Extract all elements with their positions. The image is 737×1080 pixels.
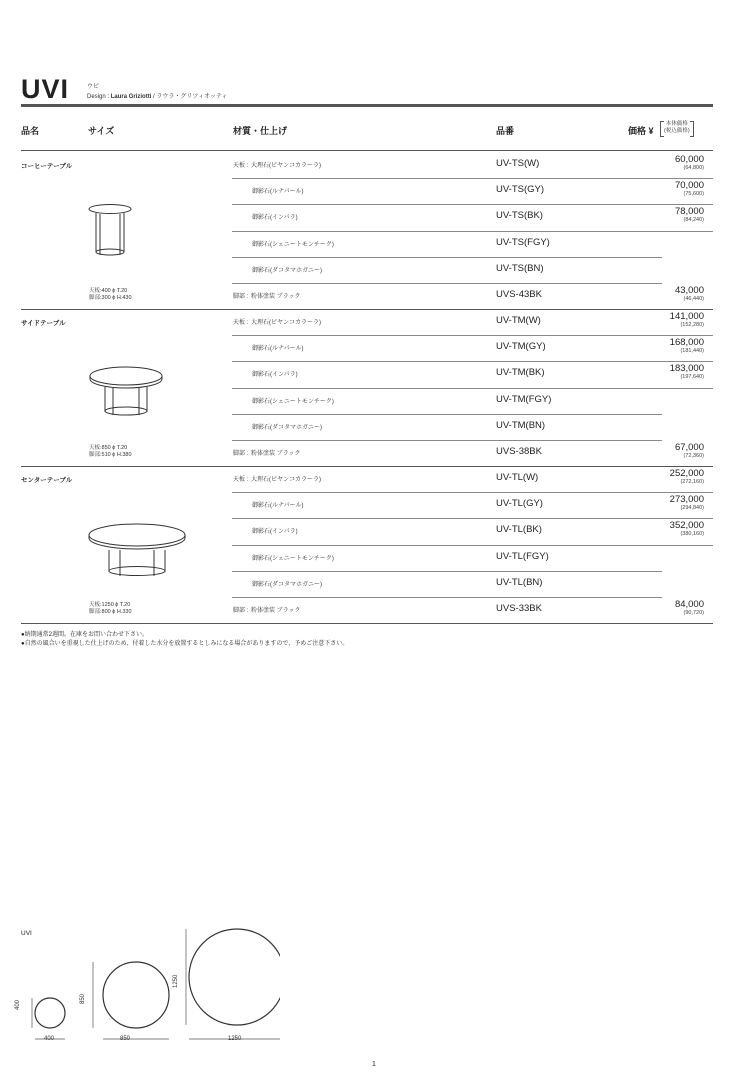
designer-name: Laura Griziotti	[110, 94, 152, 100]
row-rule	[232, 597, 662, 598]
price-value: 70,000	[674, 180, 704, 192]
product-code: UV-TL(W)	[496, 472, 539, 483]
dim-small-horizontal: 400	[44, 1036, 55, 1042]
price-note-line2: (税込価格)	[664, 128, 690, 134]
price-value: 84,000	[674, 599, 704, 610]
price-value: 352,000	[669, 520, 704, 532]
price-with-tax: (75,600)	[683, 191, 704, 198]
product-code: UV-TM(GY)	[496, 341, 546, 353]
side-table-illustration	[86, 360, 166, 420]
price-value: 168,000	[669, 337, 704, 349]
header-price: 価格 ¥	[628, 126, 654, 136]
row-rule	[232, 231, 713, 232]
dims-leg: 脚部:800 ϕ H.330	[89, 609, 132, 615]
row-rule	[232, 283, 662, 284]
material-name: 御影石(ダコタマホガニー)	[252, 424, 322, 431]
product-code: UV-TS(W)	[496, 158, 540, 169]
row-rule	[232, 257, 662, 258]
material-name: 御影石(シェニートモンチーク)	[252, 241, 334, 248]
coffee-table-illustration	[86, 200, 136, 258]
product-code: UV-TS(BN)	[496, 262, 544, 274]
material-name: 粉体塗装 ブラック	[251, 294, 301, 300]
material-prefix: 脚部 :	[233, 608, 249, 614]
page-number: 1	[372, 1061, 376, 1068]
material-name: 御影石(ダコタマホガニー)	[252, 581, 322, 588]
header-price-note	[664, 121, 690, 135]
material-name: 御影石(インパラ)	[252, 529, 298, 536]
product-code: UV-TS(GY)	[496, 184, 545, 196]
product-code: UV-TS(BK)	[496, 210, 543, 222]
row-rule	[232, 440, 662, 441]
material-name: 大理石(ビヤンコカラーラ)	[251, 163, 321, 169]
material-prefix: 脚部 :	[233, 451, 249, 457]
price-with-tax: (197,640)	[680, 374, 704, 381]
row-rule	[232, 388, 713, 389]
price-with-tax: (152,280)	[680, 322, 704, 328]
designer-kana: / ラウラ・グリツィオッティ	[151, 94, 228, 100]
note-delivery: ●納期通常2週間。在庫をお問い合わせ下さい。	[21, 632, 148, 638]
center-table-illustration	[86, 520, 188, 580]
product-code: UV-TL(BN)	[496, 576, 543, 588]
row-rule	[232, 335, 713, 336]
header-rule	[21, 104, 713, 107]
header-material: 材質・仕上げ	[233, 126, 288, 136]
material-name: 粉体塗装 ブラック	[251, 608, 301, 614]
product-code: UV-TL(BK)	[496, 524, 542, 536]
row-rule	[232, 545, 713, 546]
price-value: 183,000	[669, 363, 704, 375]
section-rule	[21, 466, 713, 467]
plan-title: UVI	[21, 930, 32, 937]
header-size: サイズ	[88, 126, 115, 136]
price-value: 67,000	[674, 442, 704, 453]
price-value: 60,000	[674, 154, 704, 165]
brand-title: UVI	[21, 74, 70, 104]
dims-leg: 脚部:300 ϕ H.430	[89, 295, 132, 301]
designer-credit	[87, 91, 227, 100]
material-name: 御影石(シェニートモンチーク)	[252, 555, 334, 562]
product-code: UV-TM(W)	[496, 315, 541, 326]
price-with-tax: (46,440)	[683, 296, 704, 302]
row-rule	[232, 361, 713, 362]
price-with-tax: (64,800)	[683, 165, 704, 171]
product-code: UV-TM(FGY)	[496, 393, 552, 405]
dim-medium-horizontal: 850	[120, 1036, 131, 1042]
price-value: 252,000	[669, 468, 704, 479]
material-name: 御影石(インパラ)	[252, 215, 298, 222]
section-rule	[21, 623, 713, 624]
note-care: ●自然の風合いを重視した仕上げのため、付着した水分を放置するとしみになる場合がありますので、予めご注意下さい。	[21, 641, 349, 647]
price-with-tax: (181,440)	[680, 348, 704, 355]
dims-top: 天板:850 ϕ T.20	[89, 445, 128, 451]
dim-small-vertical: 400	[15, 999, 21, 1010]
large-top-circle	[189, 929, 280, 1025]
plan-drawing	[10, 925, 280, 1050]
product-code: UVS-33BK	[496, 603, 542, 614]
material-name: 御影石(ルナパール)	[252, 346, 304, 353]
dim-large-vertical: 1250	[173, 974, 179, 988]
dim-medium-vertical: 850	[80, 993, 86, 1004]
product-code: UV-TL(FGY)	[496, 550, 549, 562]
small-top-circle	[35, 998, 65, 1028]
row-rule	[232, 204, 713, 205]
row-rule	[232, 518, 713, 519]
material-name: 御影石(インパラ)	[252, 372, 298, 379]
dims-top: 天板:1250 ϕ T.20	[89, 602, 131, 608]
material-name: 御影石(シェニートモンチーク)	[252, 398, 334, 405]
material-name: 御影石(ダコタマホガニー)	[252, 267, 322, 274]
price-with-tax: (272,160)	[680, 479, 704, 485]
product-code: UV-TL(GY)	[496, 498, 543, 510]
row-rule	[232, 178, 713, 179]
category-label: サイドテーブル	[21, 320, 66, 327]
product-code: UV-TM(BN)	[496, 419, 546, 431]
material-name: 大理石(ビヤンコカラーラ)	[251, 320, 321, 326]
price-with-tax: (90,720)	[683, 610, 704, 616]
material-prefix: 天板 :	[233, 477, 249, 483]
price-value: 141,000	[669, 311, 704, 322]
material-name: 御影石(ルナパール)	[252, 189, 304, 196]
product-code: UVS-38BK	[496, 446, 542, 457]
product-code: UVS-43BK	[496, 289, 542, 300]
price-with-tax: (72,360)	[683, 453, 704, 459]
price-value: 273,000	[669, 494, 704, 506]
material-name: 大理石(ビヤンコカラーラ)	[251, 477, 321, 483]
price-with-tax: (84,240)	[683, 217, 704, 224]
price-with-tax: (294,840)	[680, 505, 704, 512]
product-code: UV-TS(FGY)	[496, 236, 550, 248]
material-prefix: 脚部 :	[233, 294, 249, 300]
product-code: UV-TM(BK)	[496, 367, 545, 379]
medium-top-circle	[103, 962, 169, 1028]
brand-kana: ウビ	[87, 84, 100, 90]
design-label: Design :	[87, 94, 111, 100]
header-code: 品番	[496, 126, 515, 136]
material-name: 御影石(ルナパール)	[252, 503, 304, 510]
dim-large-horizontal: 1250	[228, 1036, 242, 1042]
price-note-line1: 本体価格	[665, 121, 688, 127]
row-rule	[232, 492, 713, 493]
row-rule	[232, 571, 662, 572]
header-bottom-rule	[21, 150, 713, 151]
row-rule	[232, 414, 662, 415]
material-prefix: 天板 :	[233, 320, 249, 326]
category-label: コーヒーテーブル	[21, 163, 73, 170]
section-rule	[21, 309, 713, 310]
category-label: センターテーブル	[21, 477, 73, 484]
material-prefix: 天板 :	[233, 163, 249, 169]
price-value: 78,000	[674, 206, 704, 218]
header-name: 品名	[21, 126, 40, 136]
price-value: 43,000	[674, 285, 704, 296]
price-with-tax: (380,160)	[680, 531, 704, 538]
material-name: 粉体塗装 ブラック	[251, 451, 301, 457]
dims-leg: 脚部:510 ϕ H.380	[89, 452, 132, 458]
dims-top: 天板:400 ϕ T.20	[89, 288, 128, 294]
